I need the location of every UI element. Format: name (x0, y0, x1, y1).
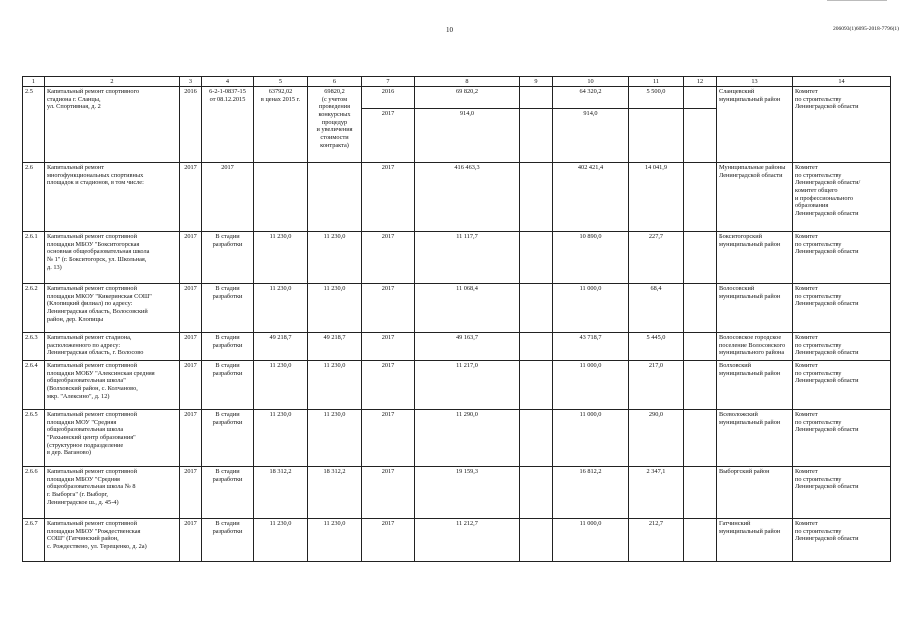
column-number-cell: 7 (362, 77, 415, 87)
column-12-value (684, 361, 717, 410)
row-number: 2.6.7 (23, 519, 45, 562)
expertise-conclusion: 2017 (202, 163, 254, 232)
local-budget: 5 500,0 (629, 87, 684, 109)
column-9-value (520, 361, 553, 410)
column-number-cell: 6 (308, 77, 362, 87)
responsible-executor: Комитет по строительству Ленинградской области/ комитет общего и профессионального образования Ленинградской области (793, 163, 891, 232)
table-row (23, 284, 891, 333)
column-9-value (520, 109, 553, 163)
column-12-value (684, 232, 717, 284)
table-row (23, 467, 891, 519)
regional-budget: 16 812,2 (553, 467, 629, 519)
expertise-conclusion: В стадии разработки (202, 232, 254, 284)
regional-budget: 402 421,4 (553, 163, 629, 232)
start-year: 2017 (180, 284, 202, 333)
responsible-executor: Комитет по строительству Ленинградской области (793, 467, 891, 519)
estimated-cost: 11 230,0 (254, 232, 308, 284)
total-amount: 69 820,2 (415, 87, 520, 109)
object-name: Капитальный ремонт многофункциональных спортивных площадок и стадионов, в том числе: (45, 163, 180, 232)
table-row (23, 333, 891, 361)
column-number-row (23, 77, 891, 87)
column-9-value (520, 519, 553, 562)
regional-budget: 64 320,2 (553, 87, 629, 109)
total-amount: 416 463,3 (415, 163, 520, 232)
regional-budget: 43 718,7 (553, 333, 629, 361)
column-number-cell: 12 (684, 77, 717, 87)
column-12-value (684, 284, 717, 333)
responsible-executor: Комитет по строительству Ленинградской области (793, 519, 891, 562)
column-number-cell: 14 (793, 77, 891, 87)
table-row (23, 87, 891, 109)
regional-budget: 10 890,0 (553, 232, 629, 284)
start-year: 2017 (180, 232, 202, 284)
municipality: Волховский муниципальный район (717, 361, 793, 410)
municipality: Гатчинский муниципальный район (717, 519, 793, 562)
expertise-conclusion: В стадии разработки (202, 410, 254, 467)
table-row (23, 361, 891, 410)
page-number: 10 (446, 26, 453, 34)
program-table (22, 76, 891, 562)
expertise-conclusion: В стадии разработки (202, 519, 254, 562)
row-number: 2.6.6 (23, 467, 45, 519)
total-amount: 11 212,7 (415, 519, 520, 562)
row-number: 2.6 (23, 163, 45, 232)
regional-budget: 914,0 (553, 109, 629, 163)
column-9-value (520, 410, 553, 467)
object-name: Капитальный ремонт спортивной площадки МОУ "Средняя общеобразовательная школа "Рахьинский центр образования" (структурное подразделение в дер. Вагановo) (45, 410, 180, 467)
row-number: 2.6.3 (23, 333, 45, 361)
top-edge-rule (827, 0, 887, 1)
estimated-cost: 63792,02 в ценах 2015 г. (254, 87, 308, 163)
column-number-cell: 10 (553, 77, 629, 87)
municipality: Бокситогорский муниципальный район (717, 232, 793, 284)
local-budget: 14 041,9 (629, 163, 684, 232)
estimated-cost: 11 230,0 (254, 410, 308, 467)
column-9-value (520, 467, 553, 519)
responsible-executor: Комитет по строительству Ленинградской области (793, 361, 891, 410)
column-number-cell: 9 (520, 77, 553, 87)
column-number-cell: 1 (23, 77, 45, 87)
row-number: 2.6.2 (23, 284, 45, 333)
cost-limit: 11 230,0 (308, 232, 362, 284)
column-12-value (684, 410, 717, 467)
financing-year: 2017 (362, 232, 415, 284)
local-budget: 290,0 (629, 410, 684, 467)
column-12-value (684, 333, 717, 361)
cost-limit: 69820,2 (с учетом проведения конкурсных процедур и увеличения стоимости контракта) (308, 87, 362, 163)
table-row (23, 163, 891, 232)
responsible-executor: Комитет по строительству Ленинградской области (793, 410, 891, 467)
row-number: 2.5 (23, 87, 45, 163)
column-9-value (520, 87, 553, 109)
local-budget: 68,4 (629, 284, 684, 333)
column-9-value (520, 284, 553, 333)
column-9-value (520, 232, 553, 284)
object-name: Капитальный ремонт спортивной площадки МБОУ "Средняя общеобразовательная школа № 8 г. Выборга" (г. Выборг, Ленинградское ш., д. 45-4) (45, 467, 180, 519)
cost-limit: 49 218,7 (308, 333, 362, 361)
local-budget (629, 109, 684, 163)
expertise-conclusion: В стадии разработки (202, 284, 254, 333)
total-amount: 11 068,4 (415, 284, 520, 333)
table-row (23, 410, 891, 467)
financing-year: 2017 (362, 333, 415, 361)
column-number-cell: 11 (629, 77, 684, 87)
municipality: Выборгский район (717, 467, 793, 519)
responsible-executor: Комитет по строительству Ленинградской области (793, 284, 891, 333)
estimated-cost: 11 230,0 (254, 519, 308, 562)
start-year: 2017 (180, 410, 202, 467)
object-name: Капитальный ремонт спортивной площадки МОБУ "Алексинская средняя общеобразовательная школа" (Волховский район, с. Колчаново, мкр. "Алексино", д. 12) (45, 361, 180, 410)
object-name: Капитальный ремонт спортивной площадки МБОУ "Рождественская СОШ" (Гатчинский район, с. Рождествено, ул. Терещенко, д. 2а) (45, 519, 180, 562)
total-amount: 11 290,0 (415, 410, 520, 467)
start-year: 2017 (180, 333, 202, 361)
financing-year: 2017 (362, 467, 415, 519)
row-number: 2.6.4 (23, 361, 45, 410)
local-budget: 227,7 (629, 232, 684, 284)
responsible-executor: Комитет по строительству Ленинградской области (793, 333, 891, 361)
local-budget: 5 445,0 (629, 333, 684, 361)
column-9-value (520, 163, 553, 232)
cost-limit: 11 230,0 (308, 410, 362, 467)
expertise-conclusion: В стадии разработки (202, 333, 254, 361)
municipality: Волосовский муниципальный район (717, 284, 793, 333)
column-12-value (684, 163, 717, 232)
financing-year: 2017 (362, 284, 415, 333)
financing-year: 2016 (362, 87, 415, 109)
column-number-cell: 5 (254, 77, 308, 87)
object-name: Капитальный ремонт спортивной площадки МКОУ "Кикеринская СОШ" (Клопицкий филиал) по адресу: Ленинградская область, Волосовский район, дер. Клопицы (45, 284, 180, 333)
local-budget: 217,0 (629, 361, 684, 410)
start-year: 2016 (180, 87, 202, 163)
financing-year: 2017 (362, 519, 415, 562)
cost-limit (308, 163, 362, 232)
expertise-conclusion: 6-2-1-0837-15 от 08.12.2015 (202, 87, 254, 163)
estimated-cost: 49 218,7 (254, 333, 308, 361)
column-12-value (684, 109, 717, 163)
start-year: 2017 (180, 361, 202, 410)
object-name: Капитальный ремонт стадиона, расположенного по адресу: Ленинградская область, г. Волосово (45, 333, 180, 361)
municipality: Сланцевский муниципальный район (717, 87, 793, 163)
start-year: 2017 (180, 467, 202, 519)
table-row (23, 519, 891, 562)
total-amount: 914,0 (415, 109, 520, 163)
total-amount: 11 217,0 (415, 361, 520, 410)
total-amount: 11 117,7 (415, 232, 520, 284)
cost-limit: 11 230,0 (308, 284, 362, 333)
column-number-cell: 13 (717, 77, 793, 87)
object-name: Капитальный ремонт спортивной площадки МБОУ "Бокситогорская основная общеобразовательная школа № 1" (г. Бокситогорск, ул. Школьная, д. 13) (45, 232, 180, 284)
start-year: 2017 (180, 163, 202, 232)
estimated-cost (254, 163, 308, 232)
estimated-cost: 11 230,0 (254, 361, 308, 410)
responsible-executor: Комитет по строительству Ленинградской области (793, 232, 891, 284)
regional-budget: 11 000,0 (553, 519, 629, 562)
start-year: 2017 (180, 519, 202, 562)
document-code: 206093(1)6095-2018-7796(1) (833, 26, 899, 32)
column-9-value (520, 333, 553, 361)
local-budget: 212,7 (629, 519, 684, 562)
row-number: 2.6.5 (23, 410, 45, 467)
financing-year: 2017 (362, 109, 415, 163)
local-budget: 2 347,1 (629, 467, 684, 519)
financing-year: 2017 (362, 361, 415, 410)
cost-limit: 11 230,0 (308, 361, 362, 410)
regional-budget: 11 000,0 (553, 361, 629, 410)
municipality: Муниципальные районы Ленинградской области (717, 163, 793, 232)
expertise-conclusion: В стадии разработки (202, 467, 254, 519)
object-name: Капитальный ремонт спортивного стадиона г. Сланцы, ул. Спортивная, д. 2 (45, 87, 180, 163)
column-number-cell: 2 (45, 77, 180, 87)
regional-budget: 11 000,0 (553, 284, 629, 333)
cost-limit: 18 312,2 (308, 467, 362, 519)
column-12-value (684, 467, 717, 519)
total-amount: 19 159,3 (415, 467, 520, 519)
row-number: 2.6.1 (23, 232, 45, 284)
column-number-cell: 4 (202, 77, 254, 87)
column-number-cell: 3 (180, 77, 202, 87)
expertise-conclusion: В стадии разработки (202, 361, 254, 410)
estimated-cost: 11 230,0 (254, 284, 308, 333)
municipality: Всеволожский муниципальный район (717, 410, 793, 467)
column-12-value (684, 87, 717, 109)
table-row (23, 232, 891, 284)
column-12-value (684, 519, 717, 562)
financing-year: 2017 (362, 163, 415, 232)
cost-limit: 11 230,0 (308, 519, 362, 562)
total-amount: 49 163,7 (415, 333, 520, 361)
column-number-cell: 8 (415, 77, 520, 87)
municipality: Волосовское городское поселение Волосовского муниципального района (717, 333, 793, 361)
financing-year: 2017 (362, 410, 415, 467)
estimated-cost: 18 312,2 (254, 467, 308, 519)
regional-budget: 11 000,0 (553, 410, 629, 467)
responsible-executor: Комитет по строительству Ленинградской области (793, 87, 891, 163)
